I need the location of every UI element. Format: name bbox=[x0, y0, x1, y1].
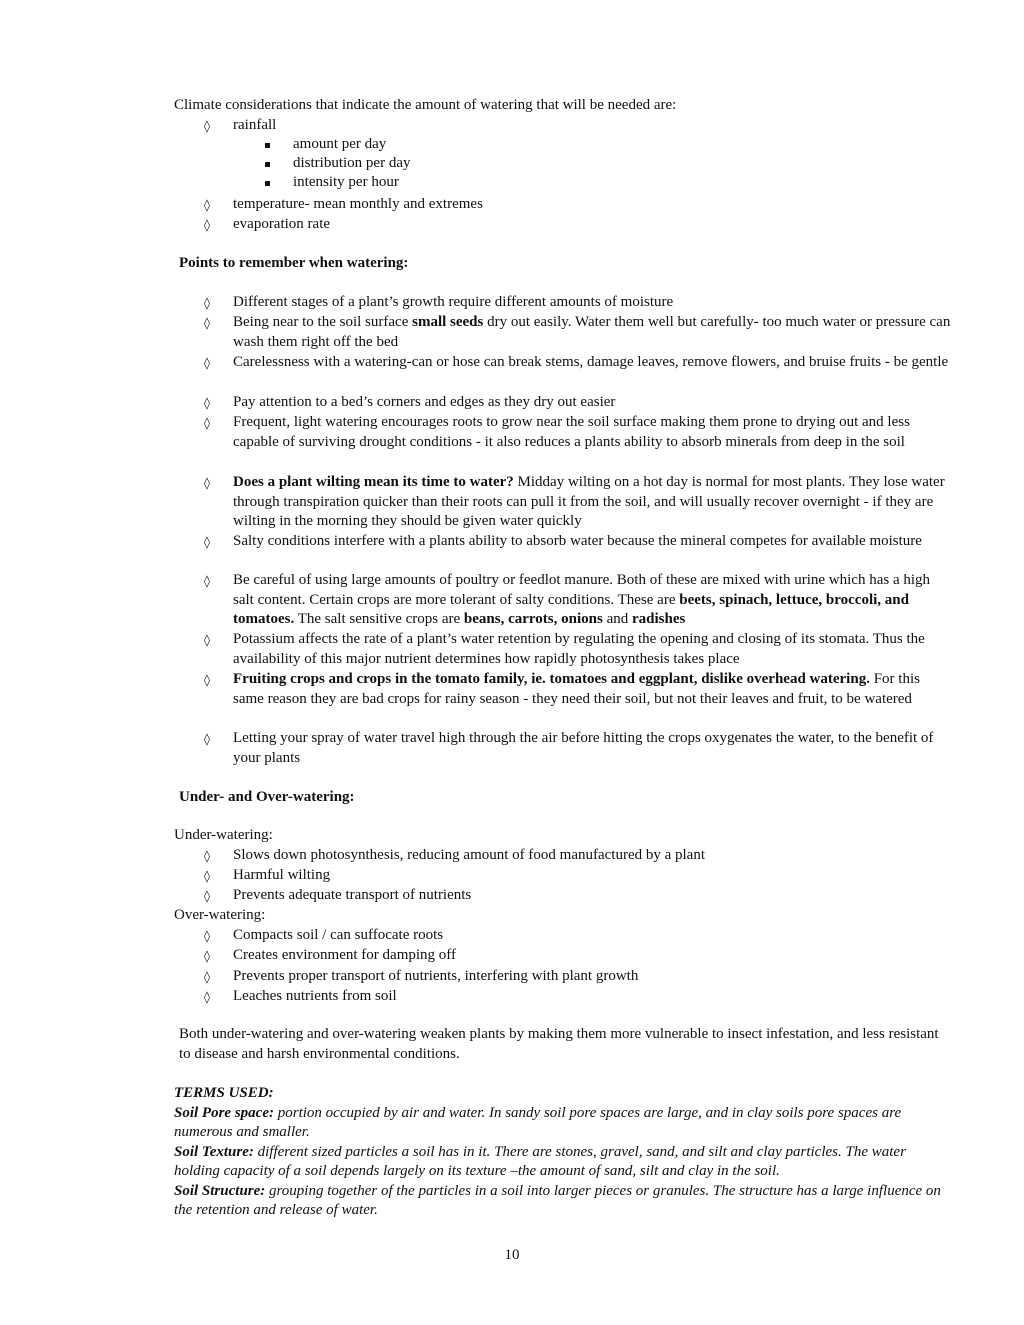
term-entry: Soil Structure: grouping together of the particles in a soil into larger pieces or granules. The structure has a large influence on the retention and release of water. bbox=[174, 1182, 941, 1218]
term-entry: Soil Pore space: portion occupied by air and water. In sandy soil pore spaces are large, and in clay soils pore spaces are numerous and smaller. bbox=[174, 1104, 902, 1140]
over-item: Compacts soil / can suffocate roots bbox=[233, 927, 444, 943]
point-item: Potassium affects the rate of a plant’s water retention by regulating the opening and closing of its stomata. Thus the availability of this major nutrient determines how rapidly photosynthesis takes place bbox=[233, 631, 925, 667]
diamond-bullet-icon: ◊ bbox=[204, 218, 210, 232]
section-heading: Points to remember when watering: bbox=[179, 255, 409, 271]
diamond-bullet-icon: ◊ bbox=[204, 416, 210, 430]
diamond-bullet-icon: ◊ bbox=[204, 889, 210, 903]
terms-heading: TERMS USED: bbox=[174, 1085, 274, 1101]
diamond-bullet-icon: ◊ bbox=[204, 535, 210, 549]
over-item: Leaches nutrients from soil bbox=[233, 988, 397, 1004]
diamond-bullet-icon: ◊ bbox=[204, 119, 210, 133]
diamond-bullet-icon: ◊ bbox=[204, 316, 210, 330]
climate-evaporation: evaporation rate bbox=[233, 216, 331, 232]
under-item: Slows down photosynthesis, reducing amount of food manufactured by a plant bbox=[233, 847, 706, 863]
diamond-bullet-icon: ◊ bbox=[204, 476, 210, 490]
diamond-bullet-icon: ◊ bbox=[204, 356, 210, 370]
point-item: Carelessness with a watering-can or hose can break stems, damage leaves, remove flowers, and bruise fruits - be gentle bbox=[233, 354, 949, 370]
point-item: Be careful of using large amounts of poultry or feedlot manure. Both of these are mixed with urine which has a high salt content. Certain crops are more tolerant of salty conditions. These are beets, spinach, lettuce, broccoli, and tomatoes. The salt sensitive crops are beans, carrots, onions and radishes bbox=[233, 572, 931, 627]
square-bullet-icon bbox=[265, 143, 270, 148]
terms-section bbox=[174, 1084, 954, 1221]
diamond-bullet-icon: ◊ bbox=[204, 869, 210, 883]
under-item: Prevents adequate transport of nutrients bbox=[233, 887, 472, 903]
diamond-bullet-icon: ◊ bbox=[204, 673, 210, 687]
point-item: Frequent, light watering encourages roots to grow near the soil surface making them prone to drying out and less capable of surviving drought conditions - it also reduces a plants ability to absorb minerals from deep in the soil bbox=[233, 414, 910, 450]
under-item: Harmful wilting bbox=[233, 867, 331, 883]
point-item: Does a plant wilting mean its time to water? Midday wilting on a hot day is normal for most plants. They lose water through transpiration quicker than their roots can pull it from the soil, and will usually recover overnight - if they are wilting in the morning they should be given water quickly bbox=[233, 474, 945, 529]
diamond-bullet-icon: ◊ bbox=[204, 198, 210, 212]
point-item: Being near to the soil surface small seeds dry out easily. Water them well but carefully- too much water or pressure can wash them right off the bed bbox=[233, 314, 951, 350]
diamond-bullet-icon: ◊ bbox=[204, 929, 210, 943]
diamond-bullet-icon: ◊ bbox=[204, 633, 210, 647]
square-bullet-icon bbox=[265, 162, 270, 167]
point-item: Salty conditions interfere with a plants ability to absorb water because the mineral competes for available moisture bbox=[233, 533, 922, 549]
climate-temperature: temperature- mean monthly and extremes bbox=[233, 196, 483, 212]
rain-sub-item: intensity per hour bbox=[293, 174, 399, 190]
page-number: 10 bbox=[504, 1247, 520, 1263]
diamond-bullet-icon: ◊ bbox=[204, 849, 210, 863]
rain-sub-item: amount per day bbox=[293, 136, 387, 152]
climate-intro: Climate considerations that indicate the amount of watering that will be needed are: bbox=[174, 97, 677, 113]
climate-rainfall: rainfall bbox=[233, 117, 277, 133]
point-item: Letting your spray of water travel high through the air before hitting the crops oxygenates the water, to the benefit of your plants bbox=[233, 730, 934, 766]
over-item: Creates environment for damping off bbox=[233, 947, 456, 963]
diamond-bullet-icon: ◊ bbox=[204, 296, 210, 310]
point-item: Pay attention to a bed’s corners and edges as they dry out easier bbox=[233, 394, 616, 410]
diamond-bullet-icon: ◊ bbox=[204, 574, 210, 588]
diamond-bullet-icon: ◊ bbox=[204, 970, 210, 984]
watering-summary: Both under-watering and over-watering weaken plants by making them more vulnerable to insect infestation, and less resistant to disease and harsh environmental conditions. bbox=[179, 1026, 939, 1062]
term-entry: Soil Texture: different sized particles a soil has in it. There are stones, gravel, sand, and silt and clay particles. The water holding capacity of a soil depends largely on its texture –the amount of sand, silt and clay in the soil. bbox=[174, 1143, 906, 1179]
diamond-bullet-icon: ◊ bbox=[204, 396, 210, 410]
diamond-bullet-icon: ◊ bbox=[204, 990, 210, 1004]
rain-sub-item: distribution per day bbox=[293, 155, 411, 171]
diamond-bullet-icon: ◊ bbox=[204, 949, 210, 963]
section-heading: Under- and Over-watering: bbox=[179, 789, 355, 805]
over-item: Prevents proper transport of nutrients, interfering with plant growth bbox=[233, 968, 639, 984]
over-watering-label: Over-watering: bbox=[174, 907, 266, 923]
diamond-bullet-icon: ◊ bbox=[204, 732, 210, 746]
under-watering-label: Under-watering: bbox=[174, 827, 273, 843]
point-item: Different stages of a plant’s growth require different amounts of moisture bbox=[233, 294, 674, 310]
point-item: Fruiting crops and crops in the tomato family, ie. tomatoes and eggplant, dislike overhead watering. For this same reason they are bad crops for rainy season - they need their soil, but not their leaves and fruit, to be watered bbox=[233, 671, 920, 707]
square-bullet-icon bbox=[265, 181, 270, 186]
